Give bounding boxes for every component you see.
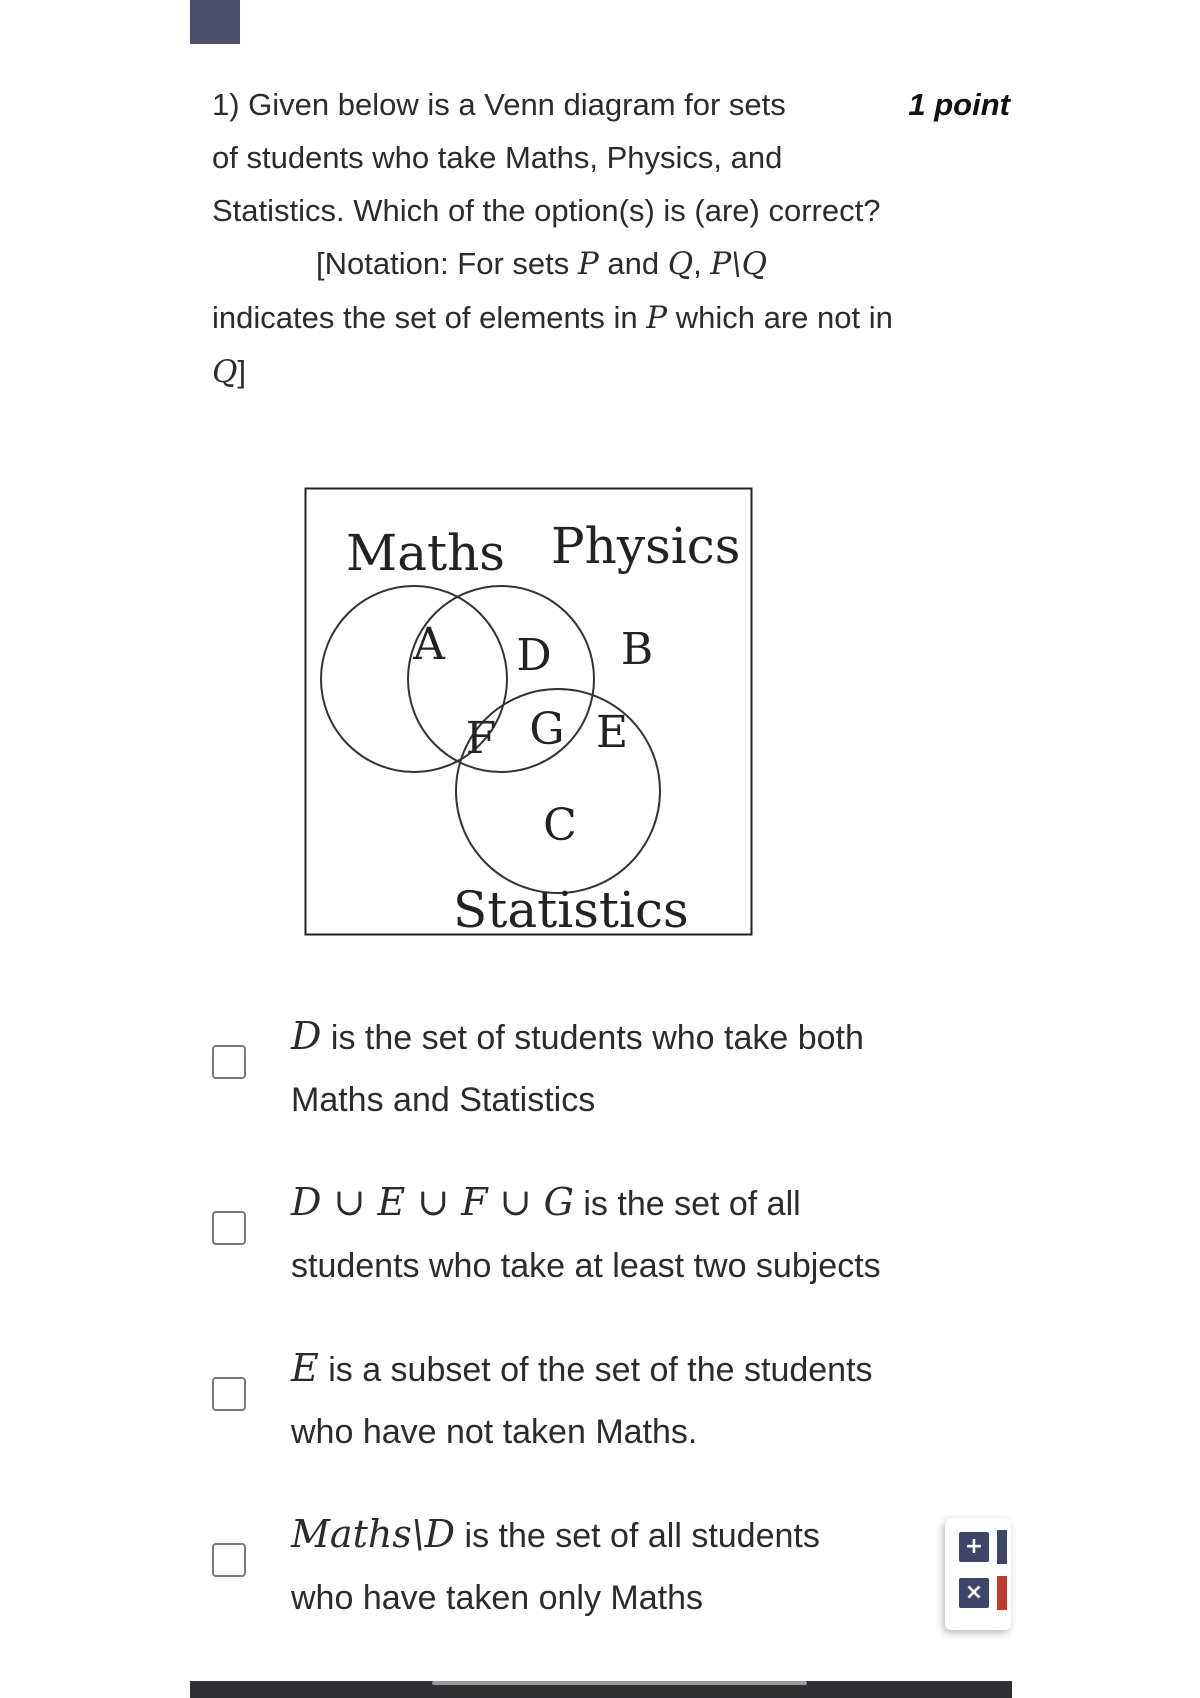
question-block bbox=[212, 78, 1012, 399]
region-d: D bbox=[516, 630, 552, 681]
region-e: E bbox=[595, 707, 629, 758]
question-text-line2: of students who take Maths, Physics, and bbox=[212, 140, 783, 175]
physics-label: Physics bbox=[551, 517, 741, 575]
option-4-text[interactable]: Maths\D is the set of all students who have taken only Maths bbox=[291, 1512, 820, 1617]
statistics-label: Statistics bbox=[453, 881, 689, 936]
option-3[interactable] bbox=[212, 1337, 1012, 1457]
region-f: F bbox=[465, 713, 497, 764]
region-a: A bbox=[413, 619, 445, 670]
header-tab bbox=[190, 0, 240, 44]
widget-red-bar bbox=[997, 1576, 1007, 1610]
close-icon[interactable]: × bbox=[959, 1578, 989, 1608]
notation-line3: Q] bbox=[212, 354, 247, 390]
points-label: 1 point bbox=[908, 87, 1010, 122]
widget-blue-bar bbox=[997, 1530, 1007, 1564]
option-1-checkbox[interactable] bbox=[212, 1045, 246, 1079]
region-g: G bbox=[529, 704, 565, 755]
option-2-text[interactable]: D ∪ E ∪ F ∪ G is the set of all students who take at least two subjects bbox=[291, 1180, 881, 1285]
option-3-checkbox[interactable] bbox=[212, 1377, 246, 1411]
plus-icon[interactable]: + bbox=[959, 1532, 989, 1562]
question-text: 1) Given below is a Venn diagram for sets bbox=[212, 87, 786, 122]
option-4-checkbox[interactable] bbox=[212, 1543, 246, 1577]
option-2-checkbox[interactable] bbox=[212, 1211, 246, 1245]
scroll-handle[interactable] bbox=[432, 1681, 807, 1685]
region-c: C bbox=[543, 800, 577, 851]
notation-line2: indicates the set of elements in P which are not in bbox=[212, 300, 893, 336]
option-2[interactable] bbox=[212, 1171, 1012, 1291]
option-4[interactable] bbox=[212, 1503, 1012, 1623]
maths-label: Maths bbox=[346, 524, 505, 582]
option-1-text[interactable]: D is the set of students who take both Maths and Statistics bbox=[291, 1014, 864, 1119]
floating-widget bbox=[945, 1518, 1011, 1630]
notation-line1: [Notation: For sets P and Q, P\Q bbox=[316, 246, 768, 282]
question-text-line3: Statistics. Which of the option(s) is (are) correct? bbox=[212, 193, 881, 228]
venn-diagram bbox=[304, 487, 753, 936]
bottom-bar bbox=[190, 1681, 1012, 1698]
region-b: B bbox=[620, 624, 654, 675]
option-1[interactable] bbox=[212, 1005, 1012, 1125]
option-3-text[interactable]: E is a subset of the set of the students who have not taken Maths. bbox=[291, 1346, 873, 1451]
physics-circle bbox=[408, 586, 594, 772]
